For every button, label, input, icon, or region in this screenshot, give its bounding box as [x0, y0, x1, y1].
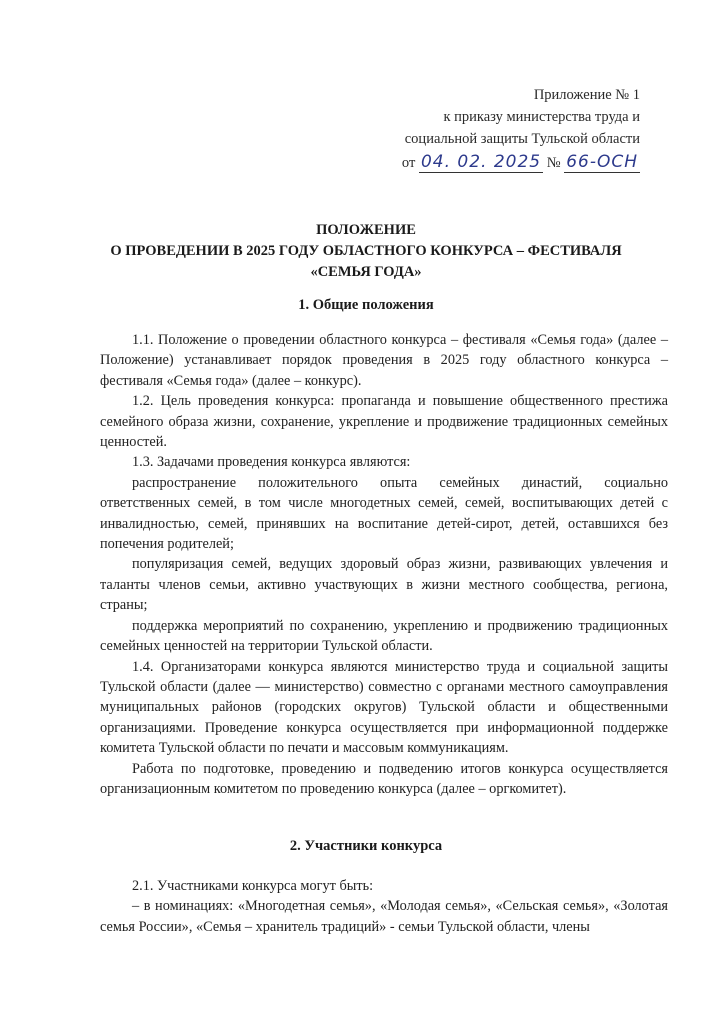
- paragraph-tasks-1: распространение положительного опыта семейных династий, социально ответственных семей, в том числе многодетных семей, семей, воспитывающих детей с инвалидностью, семей, принявших на воспитание детей-сирот, детей, оставшихся без попечения родителей;: [100, 474, 668, 553]
- paragraph-2-1-nominations: – в номинациях: «Многодетная семья», «Молодая семья», «Сельская семья», «Золотая семья России», «Семья – хранитель традиций» - семьи Тульской области, члены: [100, 898, 668, 935]
- attachment-number: Приложение № 1: [533, 87, 640, 103]
- title-line-2: О ПРОВЕДЕНИИ В 2025 ГОДУ ОБЛАСТНОГО КОНКУРСА – ФЕСТИВАЛЯ: [110, 243, 622, 259]
- title-line-1: ПОЛОЖЕНИЕ: [316, 222, 416, 238]
- document-title: [86, 220, 646, 283]
- paragraph-1-4: 1.4. Организаторами конкурса являются министерство труда и социальной защиты Тульской области (далее — министерство) совместно с органами местного самоуправления муниципальных районов (городских округов) Тульской области и общественными организациями. Проведение конкурса осуществляется при информационной поддержке комитета Тульской области по печати и массовым коммуникациям.: [100, 658, 668, 757]
- section-1-heading: 1. Общие положения: [298, 297, 434, 313]
- paragraph-1-1: 1.1. Положение о проведении областного конкурса – фестиваля «Семья года» (далее – Положение) устанавливает порядок проведения в 2025 году областного конкурса – фестиваля «Семья года» (далее – конкурс).: [100, 332, 668, 389]
- attachment-order-ref: к приказу министерства труда и: [443, 109, 640, 125]
- attachment-ministry: социальной защиты Тульской области: [404, 131, 640, 147]
- paragraph-1-4-work: Работа по подготовке, проведению и подведению итогов конкурса осуществляется организационным комитетом по проведению конкурса (далее – оргкомитет).: [100, 760, 668, 797]
- paragraph-tasks-2: популяризация семей, ведущих здоровый образ жизни, развивающих увлечения и таланты членов семьи, активно участвующих в жизни местного сообщества, региона, страны;: [100, 556, 668, 614]
- title-line-3: «СЕМЬЯ ГОДА»: [310, 264, 422, 280]
- handwritten-order-date: 04. 02. 2025: [420, 152, 542, 172]
- paragraph-1-2: 1.2. Цель проведения конкурса: пропаганда и повышение общественного престижа семейного образа жизни, сохранение, укрепление и продвижение традиционных семейных ценностей.: [100, 393, 668, 451]
- handwritten-order-number: 66-ОСН: [566, 152, 638, 172]
- paragraph-2-1: 2.1. Участниками конкурса могут быть:: [132, 878, 374, 894]
- attachment-block: [402, 84, 640, 174]
- order-date-line: [402, 151, 640, 174]
- paragraph-1-3: 1.3. Задачами проведения конкурса являются:: [132, 454, 411, 471]
- order-prefix: от: [401, 155, 416, 171]
- section-2-body: [100, 876, 668, 937]
- order-no-label: №: [546, 155, 561, 171]
- section-1-body: [100, 330, 668, 799]
- paragraph-tasks-3: поддержка мероприятий по сохранению, укреплению и продвижению традиционных семейных ценностей на территории Тульской области.: [100, 617, 668, 655]
- section-2-heading: 2. Участники конкурса: [289, 838, 443, 854]
